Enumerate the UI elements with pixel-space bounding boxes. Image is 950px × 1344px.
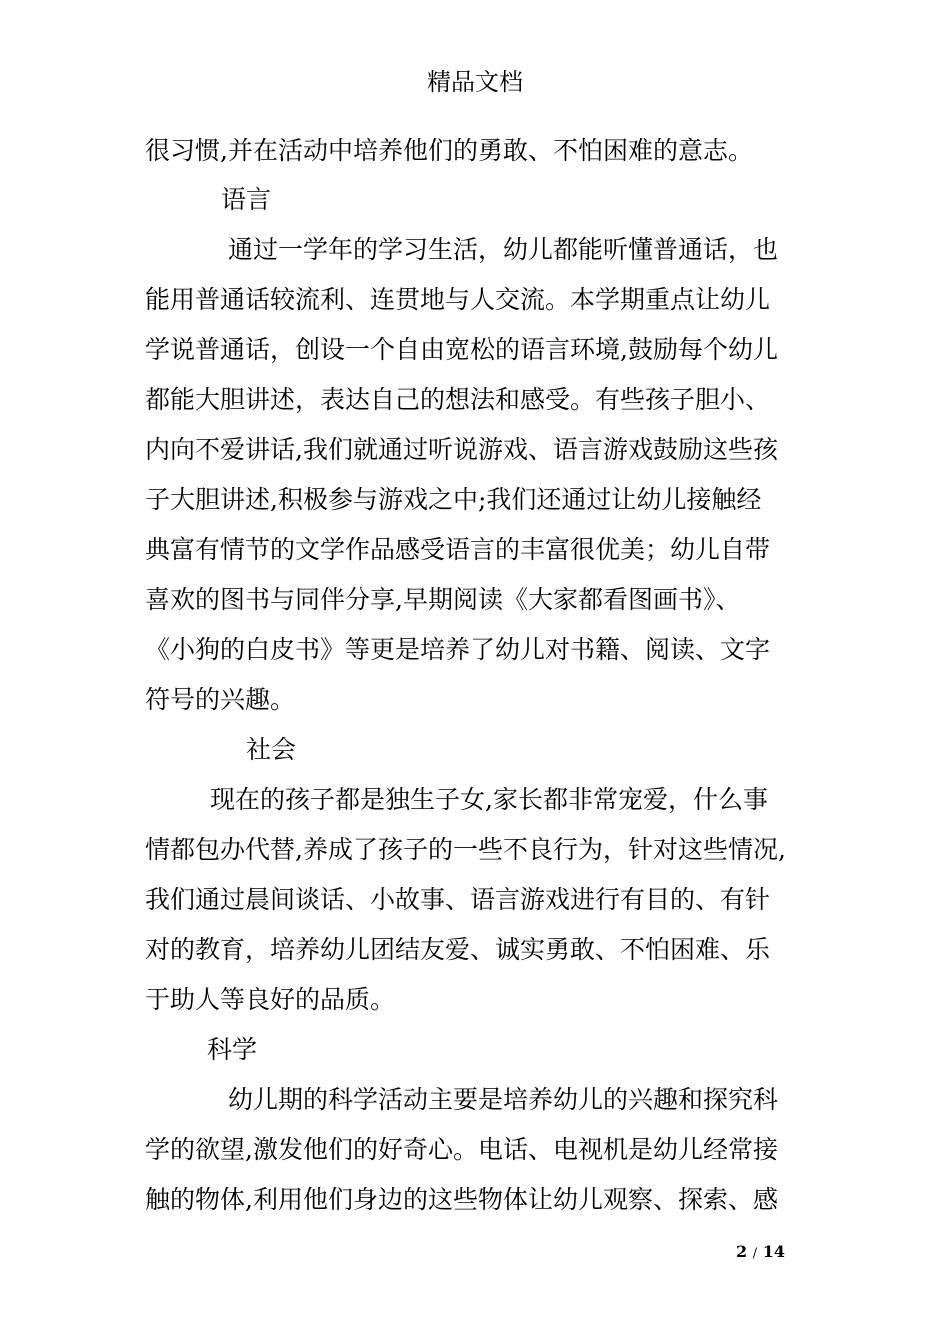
body-text-line: 对的教育，培养幼儿团结友爱、诚实勇敢、不怕困难、乐 [145, 935, 771, 964]
body-text-line: 通过一学年的学习生活，幼儿都能听懂普通话，也 [228, 235, 779, 264]
page-number [736, 1242, 785, 1264]
body-text-line: 学说普通话，创设一个自由宽松的语言环境,鼓励每个幼儿 [145, 335, 778, 364]
body-text-line: 子大胆讲述,积极参与游戏之中;我们还通过让幼儿接触经 [145, 485, 762, 514]
body-text-line: 都能大胆讲述，表达自己的想法和感受。有些孩子胆小、 [145, 385, 771, 414]
body-text-line: 喜欢的图书与同伴分享,早期阅读《大家都看图画书》、 [145, 585, 741, 614]
section-heading-science: 科学 [207, 1035, 258, 1064]
body-text-line: 幼儿期的科学活动主要是培养幼儿的兴趣和探究科 [228, 1085, 779, 1114]
body-text-line: 我们通过晨间谈话、小故事、语言游戏进行有目的、有针 [145, 885, 771, 914]
body-text-line: 《小狗的白皮书》等更是培养了幼儿对书籍、阅读、文字 [145, 635, 771, 664]
body-text-line: 内向不爱讲话,我们就通过听说游戏、语言游戏鼓励这些孩 [145, 435, 778, 464]
body-text-line: 学的欲望,激发他们的好奇心。电话、电视机是幼儿经常接 [145, 1135, 778, 1164]
body-text-line: 典富有情节的文学作品感受语言的丰富很优美；幼儿自带 [145, 535, 771, 564]
page-header-title: 精品文档 [427, 68, 523, 96]
body-text-line: 现在的孩子都是独生子女,家长都非常宠爱，什么事 [210, 785, 768, 814]
section-heading-language: 语言 [221, 185, 272, 214]
total-pages-number: 14 [762, 1242, 785, 1261]
current-page-number: 2 [736, 1242, 748, 1261]
body-text-line: 触的物体,利用他们身边的这些物体让幼儿观察、探索、感 [145, 1185, 778, 1214]
body-text-line: 符号的兴趣。 [145, 685, 296, 714]
body-text-line: 能用普通话较流利、连贯地与人交流。本学期重点让幼儿 [145, 285, 771, 314]
body-text-line: 很习惯,并在活动中培养他们的勇敢、不怕困难的意志。 [145, 136, 753, 165]
section-heading-society: 社会 [246, 735, 297, 764]
body-text-line: 于助人等良好的品质。 [145, 985, 396, 1014]
body-text-line: 情都包办代替,养成了孩子的一些不良行为，针对这些情况, [145, 835, 786, 864]
page-separator: / [752, 1246, 758, 1261]
